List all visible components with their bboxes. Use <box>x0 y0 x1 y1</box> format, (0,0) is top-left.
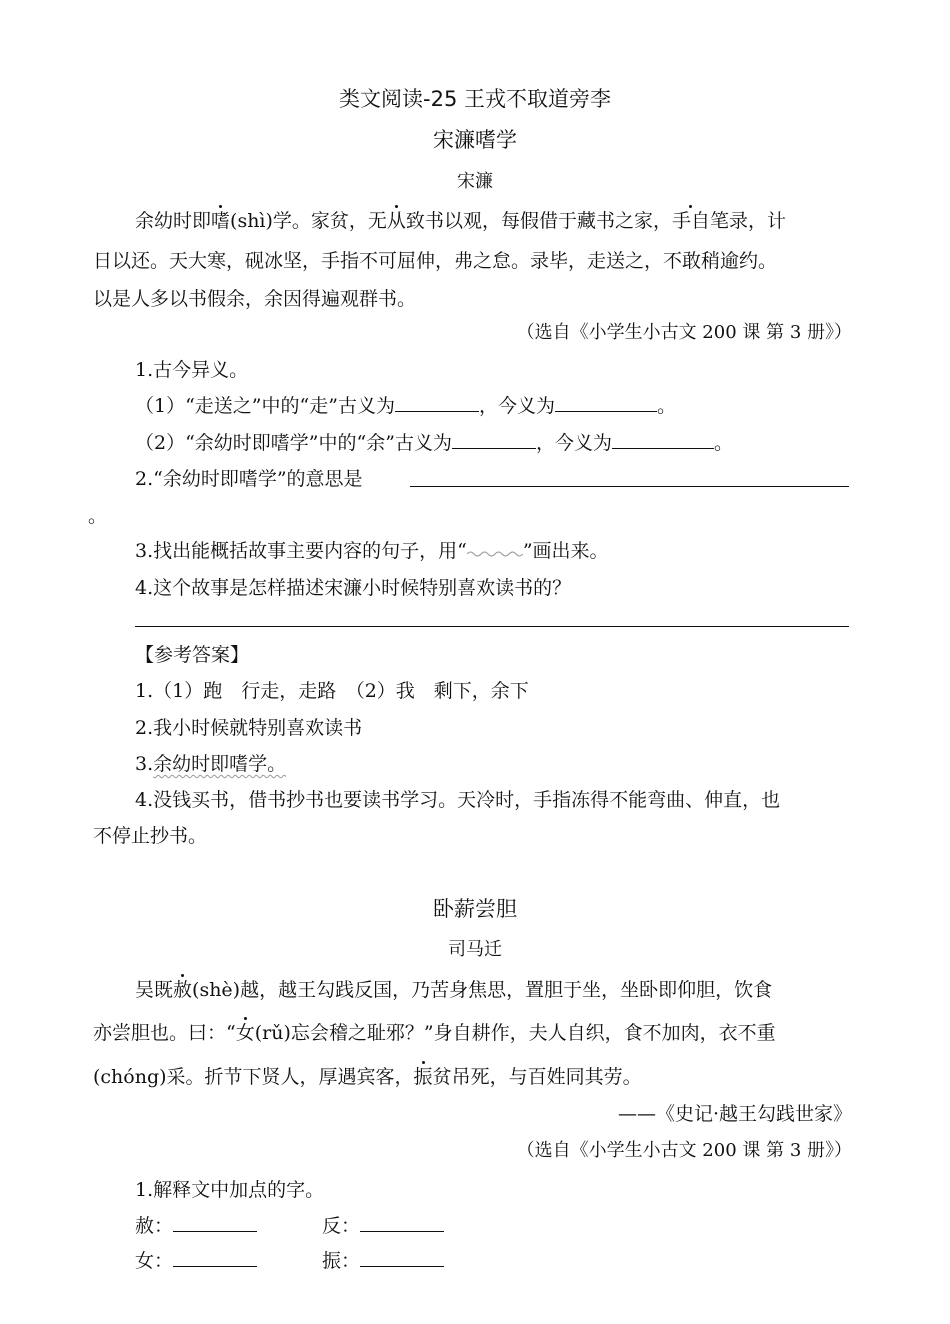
answer-blank[interactable] <box>395 393 479 412</box>
answer-1: 1.（1）跑 行走，走路 （2）我 剩下，余下 <box>135 680 529 702</box>
passage-line: 吴既赦(shè)越，越王勾践反国，乃苦身焦思，置胆于坐，坐卧即仰胆，饮食 <box>135 979 773 1001</box>
source-note: （选自《小学生小古文 200 课 第 3 册》） <box>516 322 852 343</box>
question-2: 2.“余幼时即嗜学”的意思是 <box>135 468 363 490</box>
answer-blank[interactable] <box>173 1213 257 1232</box>
question-1-1: （1）“走送之”中的“走”古义为 ，今义为 。 <box>135 395 676 417</box>
answer-blank[interactable] <box>173 1248 257 1267</box>
gloss-fan: 反： <box>322 1213 444 1239</box>
question-4: 4.这个故事是怎样描述宋濂小时候特别喜欢读书的？ <box>135 577 572 599</box>
passage-author: 司马迁 <box>448 939 502 960</box>
dotted-char: 赦 <box>173 979 193 1001</box>
question-1: 1.古今异义。 <box>135 359 249 381</box>
gloss-nv: 女： <box>135 1248 257 1274</box>
dotted-char: 手自 <box>671 210 710 232</box>
passage-line: 日以还。天大寒，砚冰坚，手指不可屈伸，弗之怠。录毕，走送之，不敢稍逾约。 <box>93 250 778 272</box>
dotted-char: 无从致 <box>367 210 425 232</box>
answer-blank[interactable] <box>360 1248 444 1267</box>
gloss-she: 赦： <box>135 1213 257 1239</box>
passage-line: 余幼时即嗜(shì)学。家贫，无从致书以观，每假借于藏书之家，手自笔录，计 <box>135 210 786 232</box>
wavy-underlined-sentence: 余幼时即嗜学。 <box>153 753 287 775</box>
answer-blank[interactable] <box>360 1213 444 1232</box>
source-note: （选自《小学生小古文 200 课 第 3 册》） <box>516 1140 852 1161</box>
answer-blank[interactable] <box>452 430 536 449</box>
question-3: 3.找出能概括故事主要内容的句子，用“ ”画出来。 <box>135 540 609 562</box>
answer-4-line1: 4.没钱买书，借书抄书也要读书学习。天冷时，手指冻得不能弯曲、伸直，也 <box>135 789 781 811</box>
passage-line: 亦尝胆也。曰：“女(rǔ)忘会稽之耻邪？”身自耕作，夫人自织，食不加肉，衣不重 <box>93 1022 776 1044</box>
question-1: 1.解释文中加点的字。 <box>135 1179 325 1201</box>
wavy-line-icon <box>467 546 523 558</box>
citation: ——《史记·越王勾践世家》 <box>617 1103 852 1125</box>
answer-blank[interactable] <box>555 393 657 412</box>
answer-2: 2.我小时候就特别喜欢读书 <box>135 717 363 739</box>
answer-blank[interactable] <box>612 430 714 449</box>
passage-title: 卧薪尝胆 <box>433 897 517 921</box>
document-title: 类文阅读-25 王戎不取道旁李 <box>339 87 611 111</box>
question-2-end: 。 <box>88 505 108 527</box>
passage-title: 宋濂嗜学 <box>433 128 517 152</box>
passage-line: 以是人多以书假余，余因得遍观群书。 <box>93 288 417 310</box>
answer-4-line2: 不停止抄书。 <box>93 825 208 847</box>
passage-line: (chóng)采。折节下贤人，厚遇宾客，振贫吊死，与百姓同其劳。 <box>93 1066 642 1088</box>
dotted-char: 嗜 <box>211 210 231 232</box>
answer-3: 3.余幼时即嗜学。 <box>135 753 287 775</box>
answer-line[interactable] <box>135 626 849 627</box>
question-1-2: （2）“余幼时即嗜学”中的“余”古义为 ，今义为 。 <box>135 432 733 454</box>
answer-line[interactable] <box>410 486 849 487</box>
dotted-char: 女 <box>235 1022 255 1044</box>
gloss-zhen: 振： <box>322 1248 444 1274</box>
dotted-char: 振 <box>413 1066 433 1088</box>
answer-heading: 【参考答案】 <box>135 644 250 666</box>
passage-author: 宋濂 <box>457 171 493 192</box>
